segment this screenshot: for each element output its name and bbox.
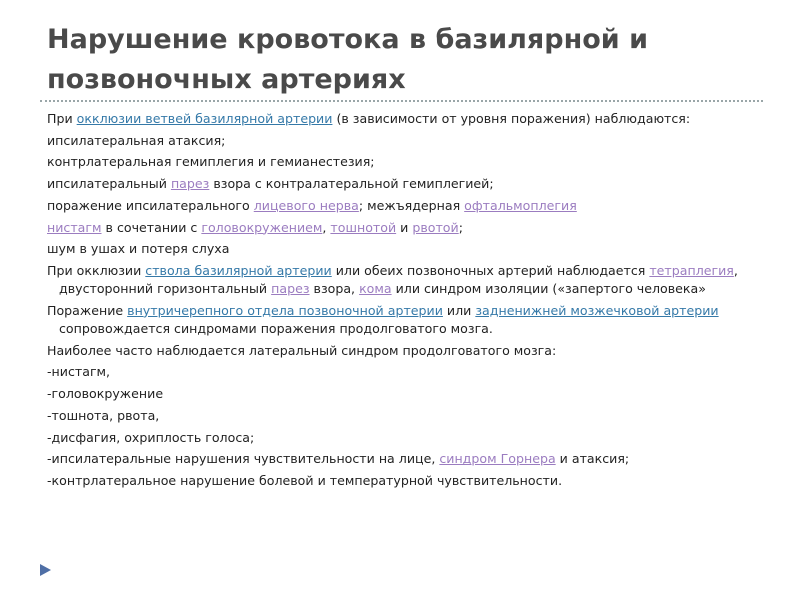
title-divider xyxy=(40,100,763,102)
body-line xyxy=(47,302,759,338)
body-line xyxy=(47,429,759,447)
body-line xyxy=(47,153,759,171)
text-fragment: -головокружение xyxy=(47,386,164,402)
body-line xyxy=(47,472,759,490)
body-line xyxy=(47,197,759,215)
text-fragment: Поражение xyxy=(47,302,128,318)
text-fragment: При окклюзии xyxy=(47,262,146,278)
text-fragment: ; xyxy=(458,219,463,235)
body-line xyxy=(47,262,759,298)
text-fragment: контрлатеральная гемиплегия и гемианестезия; xyxy=(47,154,375,170)
text-fragment: Наиболее часто наблюдается латеральный синдром продолговатого мозга: xyxy=(47,342,557,358)
text-fragment: ; межъядерная xyxy=(358,197,465,213)
text-fragment: -нистагм, xyxy=(47,364,111,380)
term-link[interactable]: тетраплегия xyxy=(649,262,734,278)
term-link[interactable]: ствола базилярной артерии xyxy=(145,262,332,278)
body-line xyxy=(47,110,759,128)
term-link[interactable]: внутричерепного отдела позвоночной артерии xyxy=(127,302,443,318)
text-fragment: шум в ушах и потеря слуха xyxy=(47,241,230,257)
term-link[interactable]: офтальмоплегия xyxy=(464,197,577,213)
text-fragment: взора, xyxy=(309,281,360,297)
term-link[interactable]: тошнотой xyxy=(330,219,397,235)
text-fragment: или xyxy=(442,302,476,318)
text-fragment: -тошнота, рвота, xyxy=(47,407,160,423)
term-link[interactable]: нистагм xyxy=(47,219,102,235)
text-fragment: ипсилатеральный xyxy=(47,176,171,192)
text-fragment: -дисфагия, охриплость голоса; xyxy=(47,429,255,445)
body-line xyxy=(47,132,759,150)
slide-title: Нарушение кровотока в базилярной и позвоночных артериях xyxy=(47,24,649,95)
text-fragment: и атаксия; xyxy=(555,451,630,467)
slide-body xyxy=(47,110,759,494)
term-link[interactable]: парез xyxy=(170,176,210,192)
text-fragment: ипсилатеральная атаксия; xyxy=(47,132,226,148)
term-link[interactable]: задненижней мозжечковой артерии xyxy=(475,302,719,318)
text-fragment: При xyxy=(47,111,77,126)
text-fragment: (в зависимости от уровня поражения) наблюдаются: xyxy=(332,111,691,126)
body-line xyxy=(47,363,759,381)
text-fragment: взора с контралатеральной гемиплегией; xyxy=(209,176,494,192)
term-link[interactable]: кома xyxy=(359,281,392,297)
body-line xyxy=(47,175,759,193)
term-link[interactable]: рвотой xyxy=(412,219,459,235)
text-fragment: в сочетании с xyxy=(101,219,202,235)
term-link[interactable]: синдром Горнера xyxy=(439,451,556,467)
term-link[interactable]: окклюзии ветвей базилярной артерии xyxy=(76,111,333,126)
text-fragment: поражение ипсилатерального xyxy=(47,197,254,213)
text-fragment: сопровождается синдромами поражения продолговатого мозга. xyxy=(59,321,493,337)
body-line xyxy=(47,219,759,237)
body-line xyxy=(47,240,759,258)
term-link[interactable]: лицевого нерва xyxy=(253,197,359,213)
body-line xyxy=(47,407,759,425)
term-link[interactable]: парез xyxy=(271,281,310,297)
body-line xyxy=(47,342,759,360)
text-fragment: -контрлатеральное нарушение болевой и температурной чувствительности. xyxy=(47,472,563,488)
text-fragment: или синдром изоляции («запертого человека» xyxy=(391,281,706,297)
text-fragment: , xyxy=(322,219,331,235)
text-fragment: и xyxy=(396,219,413,235)
term-link[interactable]: головокружением xyxy=(201,219,323,235)
text-fragment: , двусторонний горизонтальный xyxy=(59,262,738,297)
body-line xyxy=(47,450,759,468)
play-triangle-icon[interactable] xyxy=(38,563,52,577)
body-line xyxy=(47,385,759,403)
text-fragment: или обеих позвоночных артерий наблюдается xyxy=(331,262,650,278)
text-fragment: -ипсилатеральные нарушения чувствительности на лице, xyxy=(47,451,440,467)
